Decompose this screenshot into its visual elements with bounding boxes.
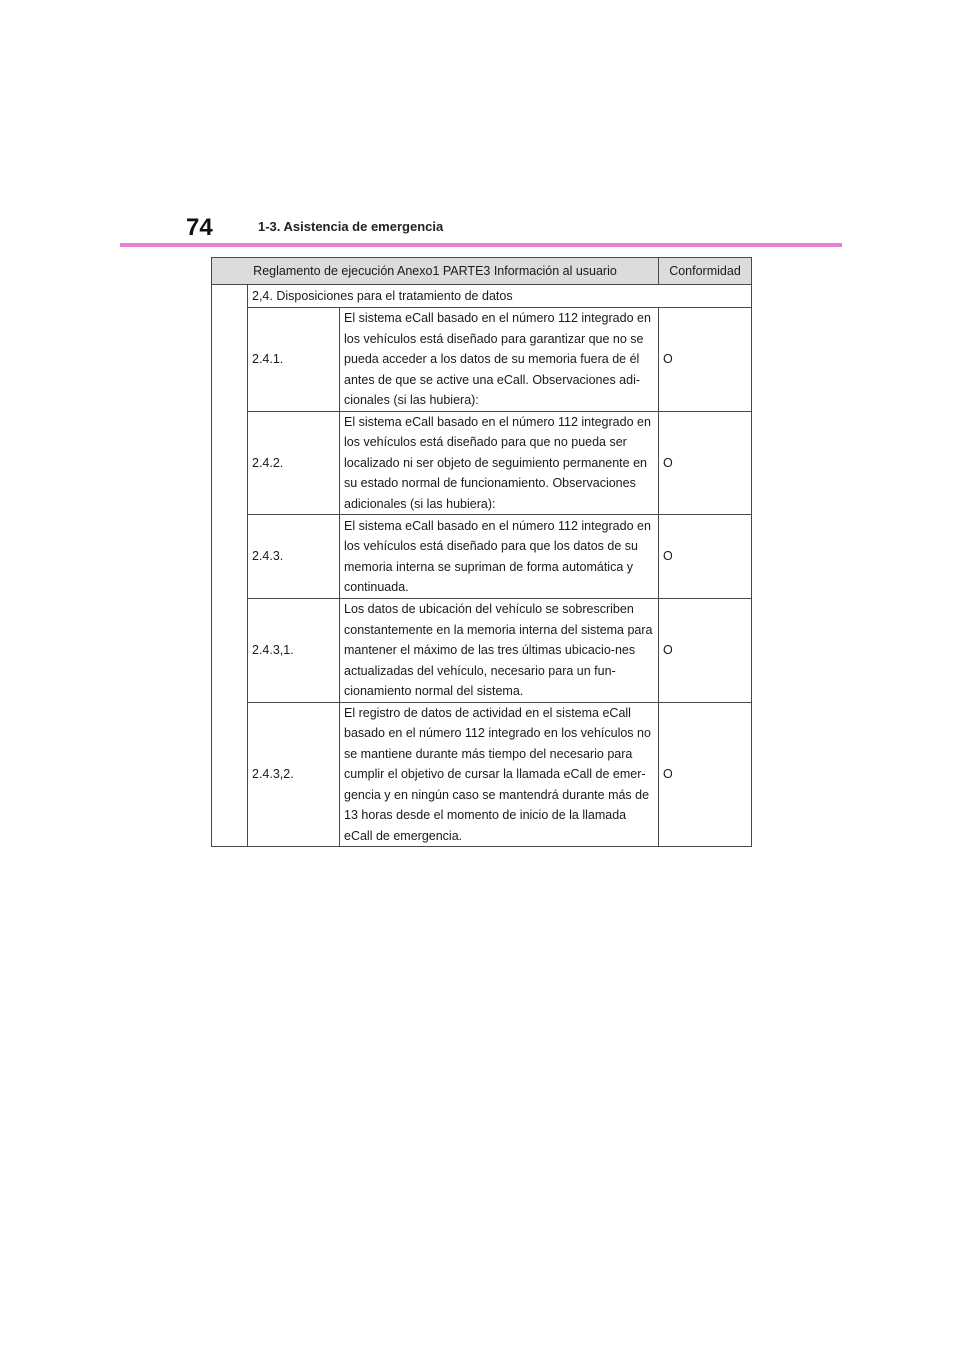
row-text: El sistema eCall basado en el número 112 integrado en los vehículos está diseñado para que no pueda ser localizado ni ser objeto de seguimiento permanente en su estado normal de funcionamiento. Observaciones adicionales (si las hubiera): [340, 411, 659, 515]
table-header-row [212, 258, 752, 285]
row-conformity: O [659, 411, 752, 515]
section-title: 1-3. Asistencia de emergencia [258, 219, 444, 234]
table-row [212, 411, 752, 515]
blank-indent-cell [212, 285, 248, 847]
row-number: 2.4.3,1. [248, 599, 340, 703]
header-conformity: Conformidad [659, 258, 752, 285]
row-conformity: O [659, 599, 752, 703]
row-text: El sistema eCall basado en el número 112 integrado en los vehículos está diseñado para garantizar que no se pueda acceder a los datos de su memoria fuera de él antes de que se active una eCall. Observaciones adi-cionales (si las hubiera): [340, 308, 659, 412]
regulation-table [211, 257, 752, 847]
table-row [212, 515, 752, 599]
header-rule [120, 243, 842, 247]
row-number: 2.4.3. [248, 515, 340, 599]
subheader-cell: 2,4. Disposiciones para el tratamiento de datos [248, 285, 752, 308]
row-number: 2.4.1. [248, 308, 340, 412]
table-row [212, 599, 752, 703]
row-conformity: O [659, 702, 752, 847]
row-conformity: O [659, 515, 752, 599]
table-row [212, 702, 752, 847]
row-text: El sistema eCall basado en el número 112 integrado en los vehículos está diseñado para que los datos de su memoria interna se supriman de forma automática y continuada. [340, 515, 659, 599]
row-number: 2.4.3,2. [248, 702, 340, 847]
row-text: Los datos de ubicación del vehículo se sobrescriben constantemente en la memoria interna del sistema para mantener el máximo de las tres últimas ubicacio-nes actualizadas del vehículo, necesario para un fun-cionamiento normal del sistema. [340, 599, 659, 703]
row-text: El registro de datos de actividad en el sistema eCall basado en el número 112 integrado en los vehículos no se mantiene durante más tiempo del necesario para cumplir el objetivo de cursar la llamada eCall de emer-gencia y en ningún caso se mantendrá durante más de 13 horas desde el momento de inicio de la llamada eCall de emergencia. [340, 702, 659, 847]
row-number: 2.4.2. [248, 411, 340, 515]
table-row [212, 308, 752, 412]
row-conformity: O [659, 308, 752, 412]
page-number: 74 [186, 214, 213, 241]
header-regulation: Reglamento de ejecución Anexo1 PARTE3 Información al usuario [212, 258, 659, 285]
subheader-row [212, 285, 752, 308]
